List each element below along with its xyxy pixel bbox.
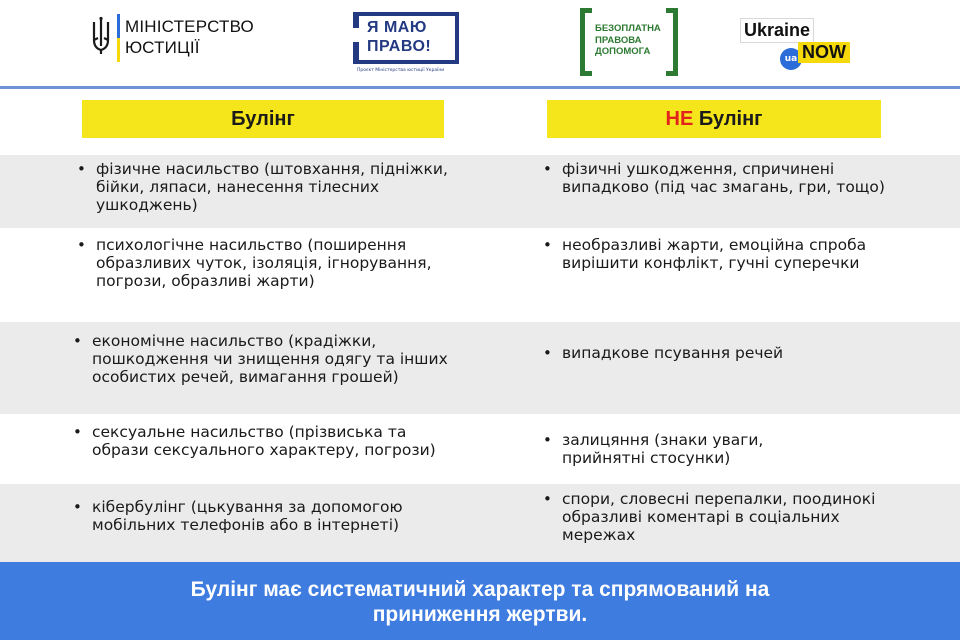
bullet-icon: • bbox=[543, 431, 552, 449]
bullet-icon: • bbox=[543, 490, 552, 508]
not-bullying-item: • необразливі жарти, емоційна спроба вирішити конфлікт, гучні суперечки bbox=[543, 236, 867, 272]
free-legal-aid-logo bbox=[580, 8, 678, 78]
bullet-icon: • bbox=[543, 236, 552, 254]
table-row bbox=[0, 228, 960, 322]
summary-line-1: Булінг має систематичний характер та спрямований на bbox=[190, 578, 770, 601]
bullying-header: Булінг bbox=[82, 100, 444, 138]
ya-mayu-pravo-subtitle: Проєкт Міністерства юстиції України bbox=[357, 68, 445, 73]
trident-icon bbox=[90, 16, 112, 56]
not-word: НЕ bbox=[665, 108, 694, 130]
right-bracket-icon bbox=[666, 8, 678, 76]
ya-mayu-pravo-text: Я МАЮ ПРАВО! bbox=[367, 19, 432, 55]
bullet-icon: • bbox=[77, 160, 86, 178]
bullying-item: • психологічне насильство (поширення образливих чуток, ізоляція, ігнорування, погрози, образливі жарти) bbox=[77, 236, 432, 290]
table-row bbox=[0, 484, 960, 562]
not-bullying-item: • випадкове псування речей bbox=[543, 344, 784, 362]
not-bullying-item: • спори, словесні перепалки, поодинокі образливі коментарі в соціальних мережах bbox=[543, 490, 876, 544]
not-bullying-item: • фізичні ушкодження, спричинені випадково (під час змагань, гри, тощо) bbox=[543, 160, 885, 196]
bullet-icon: • bbox=[73, 423, 82, 441]
left-bracket-icon bbox=[580, 8, 592, 76]
ukraine-now-logo bbox=[740, 18, 870, 78]
summary-line-2: приниження жертви. bbox=[372, 603, 588, 626]
flag-bar bbox=[117, 14, 120, 62]
ua-badge-icon: ua bbox=[780, 48, 802, 70]
header-divider bbox=[0, 86, 960, 89]
table-row bbox=[0, 414, 960, 484]
bullying-item: • сексуальне насильство (прізвиська та образи сексуального характеру, погрози) bbox=[73, 423, 436, 459]
bullying-item: • кібербулінг (цькування за допомогою мобільних телефонів або в інтернеті) bbox=[73, 498, 403, 534]
bullying-item: • фізичне насильство (штовхання, підніжки, бійки, ляпаси, нанесення тілесних ушкоджень) bbox=[77, 160, 448, 214]
ministry-name: МІНІСТЕРСТВО ЮСТИЦІЇ bbox=[125, 17, 254, 57]
bullying-item: • економічне насильство (крадіжки, пошкодження чи знищення одягу та інших особистих речей, вимагання грошей) bbox=[73, 332, 448, 386]
bullet-icon: • bbox=[543, 160, 552, 178]
not-bullying-header bbox=[547, 100, 881, 138]
ministry-of-justice-logo bbox=[90, 14, 260, 62]
summary-banner bbox=[0, 562, 960, 640]
bullet-icon: • bbox=[73, 498, 82, 516]
table-row bbox=[0, 322, 960, 414]
now-word: NOW bbox=[798, 42, 850, 63]
bullet-icon: • bbox=[73, 332, 82, 350]
free-legal-aid-text: БЕЗОПЛАТНА ПРАВОВА ДОПОМОГА bbox=[595, 23, 661, 57]
bullet-icon: • bbox=[77, 236, 86, 254]
ukraine-word: Ukraine bbox=[740, 18, 814, 43]
partner-logos bbox=[0, 0, 960, 86]
bullet-icon: • bbox=[543, 344, 552, 362]
not-bullying-word: Булінг bbox=[693, 108, 763, 130]
not-bullying-item: • залицяння (знаки уваги, прийнятні стосунки) bbox=[543, 431, 764, 467]
table-row bbox=[0, 155, 960, 228]
ya-mayu-pravo-logo bbox=[353, 12, 465, 76]
